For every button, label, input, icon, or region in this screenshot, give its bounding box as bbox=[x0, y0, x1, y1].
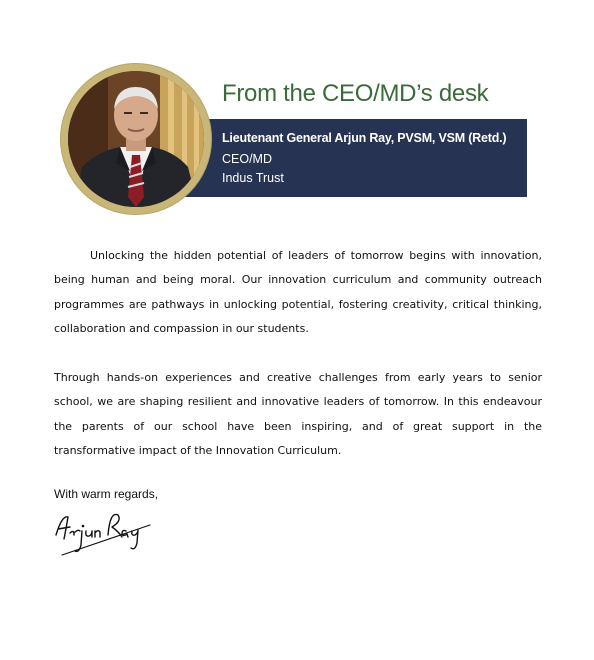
portrait-frame bbox=[61, 64, 211, 214]
ceo-portrait-photo bbox=[68, 71, 204, 207]
ceo-organisation: Indus Trust bbox=[222, 171, 284, 185]
letter-paragraph-2: Through hands-on experiences and creative challenges from early years to senior school, we are shaping resilient and innovative leaders of tomorrow. In this endeavour the parents of our school have been inspiring, and of great support in the transformative impact of the Innovation Curriculum. bbox=[54, 371, 542, 457]
letter-paragraph-1: Unlocking the hidden potential of leaders of tomorrow begins with innovation, being human and being moral. Our innovation curriculum and community outreach programmes are pathways in unlocking potential, fostering creativity, critical thinking, collaboration and compassion in our students. bbox=[54, 249, 542, 335]
handwritten-signature bbox=[52, 505, 162, 566]
name-banner bbox=[170, 119, 527, 197]
ceo-role: CEO/MD bbox=[222, 152, 272, 166]
page-title: From the CEO/MD’s desk bbox=[222, 80, 489, 107]
ceo-name: Lieutenant General Arjun Ray, PVSM, VSM (Retd.) bbox=[222, 131, 507, 145]
ceo-desk-header bbox=[0, 0, 594, 230]
closing-regards: With warm regards, bbox=[54, 487, 159, 501]
